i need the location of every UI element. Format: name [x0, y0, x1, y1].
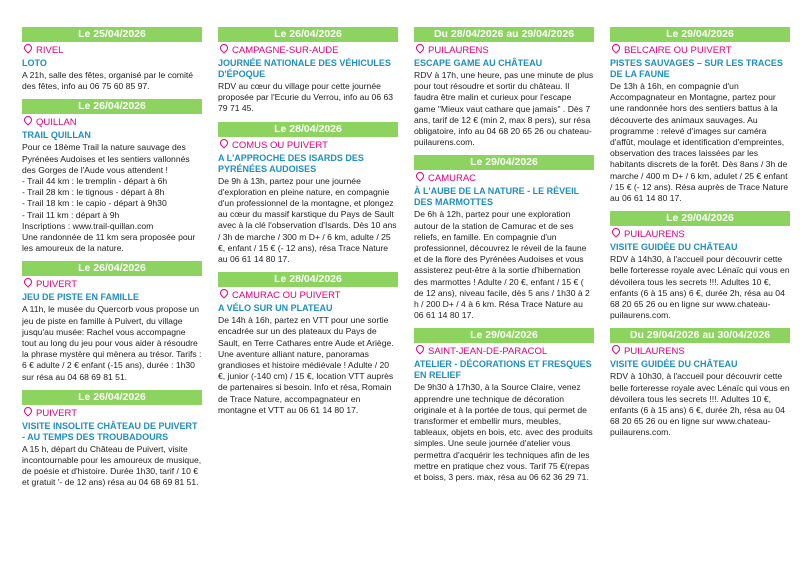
event-place: BELCAIRE OU PUIVERT [610, 45, 790, 57]
event-description: A 15 h, départ du Château de Puivert, visite incontournable pour les amoureux de musique, de poésie et d'histoire. Durée 1h30, tarif / 10 € et gratuit '- de 12 ans) résa au 04 68 69 81 51. [22, 443, 202, 488]
trail-note: Une randonnée de 11 km sera proposée pour les amoureux de la nature. [22, 232, 196, 254]
event-description: A 21h, salle des fêtes, organisé par le comité des fêtes, info au 06 75 60 85 97. [22, 70, 194, 92]
event-date: Du 28/04/2026 au 29/04/2026 [414, 27, 594, 42]
event-place: CAMURAC [414, 173, 594, 185]
event-velo-plateau [218, 272, 398, 416]
trail-line: - Trail 44 km : le tremplin - départ à 6h [22, 176, 168, 187]
event-place: RIVEL [22, 45, 202, 57]
trail-line: - Trail 28 km : le tignous - départ à 8h [22, 187, 165, 198]
event-place: SAINT-JEAN-DE-PARACOL [414, 346, 594, 358]
event-marmottes [414, 155, 594, 321]
location-pin-icon [22, 115, 33, 126]
location-pin-icon [414, 344, 425, 355]
registration-link: Inscriptions : www.trail-quillan.com [22, 220, 154, 231]
location-pin-icon [218, 42, 229, 53]
event-date: Le 28/04/2026 [218, 122, 398, 137]
location-pin-icon [610, 344, 621, 355]
event-date: Le 26/04/2026 [22, 390, 202, 405]
event-place: COMUS OU PUIVERT [218, 140, 398, 152]
event-date: Du 29/04/2026 au 30/04/2026 [610, 328, 790, 343]
location-pin-icon [610, 227, 621, 238]
event-description: De 9h à 13h, partez pour une journée d'exploration en pleine nature, en compagnie d'un professionnel de la montagne, et plongez au cœur du massif karstique du Pays de Sault avec à la clé l'observation d'Isards. Dès 10 ans / 3h de marche / 300 m D+ / 6 km, adulte / 25 €, enfant / 15 € (- 12 ans), résa Trace Nature au 06 61 14 80 17. [218, 175, 397, 265]
event-date: Le 29/04/2026 [414, 155, 594, 170]
event-date: Le 26/04/2026 [22, 99, 202, 114]
event-date: Le 29/04/2026 [610, 211, 790, 226]
event-title: ESCAPE GAME AU CHÂTEAU [414, 58, 543, 68]
event-place: PUIVERT [22, 279, 202, 291]
event-pistes-sauvages [610, 27, 790, 204]
event-date: Le 26/04/2026 [22, 261, 202, 276]
event-visite-insolite [22, 390, 202, 489]
event-jeu-de-piste [22, 261, 202, 382]
event-vehicules-epoque [218, 27, 398, 115]
trail-line: - Trail 11 km : départ à 9h [22, 209, 120, 220]
column-2 [218, 27, 398, 423]
event-title: VISITE INSOLITE CHÂTEAU DE PUIVERT - AU TEMPS DES TROUBADOURS [22, 420, 198, 442]
event-title: ATELIER - DÉCORATIONS ET FRESQUES EN RELIEF [414, 359, 592, 381]
location-pin-icon [218, 288, 229, 299]
event-place: PUILAURENS [414, 45, 594, 57]
event-date: Le 29/04/2026 [414, 328, 594, 343]
event-title: A VÉLO SUR UN PLATEAU [218, 303, 333, 314]
event-description: RDV à 10h30, à l'accueil pour découvrir cette belle forteresse royale avec Lénaïc qui vous en dévoilera tous les secrets !!!. Adultes 10 €, enfants (6 à 15 ans) 6 €, durée 2h, résa au 04 68 20 65 26 ou en ligne sur www.chateau-puilaurens.com. [610, 371, 790, 438]
event-description: De 13h à 16h, en compagnie d'un Accompagnateur en Montagne, partez pour une randonnée hors des sentiers battus à la découverte des animaux sauvages. Au programme : relevé d'images sur caméra d'affût, moulage et identification d'empreintes, observation des traces laissées par les habitants discrets de la forêt. Dès 8ans / 3h de marche / 400 m D+ / 6 km, adulet / 25 € enfant / 15 € (- 12 ans). Résa auprès de Trace Nature au 06 61 14 80 17. [610, 81, 789, 204]
event-title: TRAIL QUILLAN [22, 130, 91, 141]
column-3 [414, 27, 594, 490]
location-pin-icon [22, 42, 33, 53]
event-place: PUIVERT [22, 408, 202, 420]
event-title: À L'AUBE DE LA NATURE - LE RÉVEIL DES MARMOTTES [414, 186, 579, 208]
event-title: VISITE GUIDÉE DU CHÂTEAU [610, 242, 738, 253]
event-description: RDV à 17h, une heure, pas une minute de plus pour tout résoudre et sortir du château. Il faudra être malin et curieux pour l'escape game "Mieux vaut cathare que jamais" . Dès 7 ans, tarif de 12 € (min 2, max 8 pers), sur résa obligatoire, info au 04 68 20 65 26 ou chateau-puilaurens.com. [414, 70, 594, 148]
event-description: RDV au cœur du village pour cette journée proposée par l'Ecurie du Verrou, info au 06 63 79 71 45. [218, 81, 394, 114]
trail-line: - Trail 18 km : le capio - départ à 9h30 [22, 198, 167, 209]
event-title: JOURNÉE NATIONALE DES VÉHICULES D'ÉPOQUE [218, 58, 391, 79]
event-date: Le 29/04/2026 [610, 27, 790, 42]
location-pin-icon [610, 42, 621, 53]
event-visite-chateau-1 [610, 211, 790, 321]
event-description: RDV à 14h30, à l'accueil pour découvrir cette belle forteresse royale avec Lénaïc qui vous en dévoilera tous les secrets !!!. Adultes 10 €, enfants (6 à 15 ans) 6 €, durée 2h, résa au 04 68 20 65 26 ou en ligne sur www.chateau-puilaurens.com. [610, 254, 790, 321]
event-trail-quillan [22, 99, 202, 254]
event-description: De 6h à 12h, partez pour une exploration autour de la station de Camurac et de ses reliefs, en famille. En compagnie d'un professionnel, découvrez le réveil de la faune et de la flore des Pyrénées Audoises et vous assisterez peut-être à la sortie d'hibernation des marmottes ! Adulte / 20 €, enfant / 15 € ( de 12 ans), niveau facile, dès 5 ans / 1h30 à 2 h / 200 D+ / 4 à 6 km. Résa Trace Nature au 06 61 14 80 17. [414, 209, 590, 321]
event-date: Le 26/04/2026 [218, 27, 398, 42]
event-description: A 11h, le musée du Quercorb vous propose un jeu de piste en famille à Puivert, du village jusqu'au musée: Rachel vous accompagne tout au long du jeu pour vous aider à résoudre la phrase mystère qui mènera au trésor. Tarifs : 6 € adulte / 2 € enfant (-15 ans), durée : 1h30 sur résa au 04 68 69 81 51. [22, 304, 202, 382]
event-description: Pour ce 18ème Trail la nature sauvage des Pyrénées Audoises et les sentiers vallonnés des Gorges de l'Aude vous attendent ! [22, 142, 190, 175]
event-title: PISTES SAUVAGES – SUR LES TRACES DE LA FAUNE [610, 58, 783, 79]
event-escape-game [414, 27, 594, 148]
event-visite-chateau-2 [610, 328, 790, 438]
event-place: CAMPAGNE-SUR-AUDE [218, 45, 398, 57]
location-pin-icon [218, 137, 229, 148]
event-title: A L'APPROCHE DES ISARDS DES PYRÉNÉES AUDOISES [218, 152, 364, 174]
column-1 [22, 27, 202, 496]
event-place: PUILAURENS [610, 346, 790, 358]
event-title: JEU DE PISTE EN FAMILLE [22, 292, 140, 303]
event-title: VISITE GUIDÉE DU CHÂTEAU [610, 359, 738, 370]
location-pin-icon [414, 42, 425, 53]
location-pin-icon [22, 277, 33, 288]
event-description: De 9h30 à 17h30, à la Source Claire, venez apprendre une technique de décoration originale et à la portée de tous, qui permet de transformer et embellir murs, meubles, tableaux, objets en bois, etc. avec des produits simples. Une seule journée d'atelier vous permettra d'acquérir les techniques afin de les mettre en pratique chez vous. Tarif 75 €(repas et boiss, 3 pers. max, résa au 06 62 36 29 71. [414, 382, 593, 483]
event-atelier-fresques [414, 328, 594, 483]
event-loto-rivel [22, 27, 202, 92]
location-pin-icon [414, 171, 425, 182]
event-title: LOTO [22, 58, 47, 68]
event-date: Le 25/04/2026 [22, 27, 202, 42]
event-place: PUILAURENS [610, 229, 790, 241]
event-place: CAMURAC OU PUIVERT [218, 290, 398, 302]
event-isards [218, 122, 398, 266]
location-pin-icon [22, 405, 33, 416]
event-date: Le 28/04/2026 [218, 272, 398, 287]
event-place: QUILLAN [22, 117, 202, 129]
event-description: De 14h à 16h, partez en VTT pour une sortie encadrée sur un des plateaux du Pays de Sault, en Terre Cathares entre Aude et Ariège. Une aventure alliant nature, panoramas grandioses et histoire médiévale ! Adulte / 20 €, junior (-140 cm) / 15 €, location VTT auprès de partenaires si besoin. Info et résa, Romain de Trace Nature, accompagnateur en montagne et VTT au 06 61 14 80 17. [218, 315, 394, 415]
column-4 [610, 27, 790, 446]
